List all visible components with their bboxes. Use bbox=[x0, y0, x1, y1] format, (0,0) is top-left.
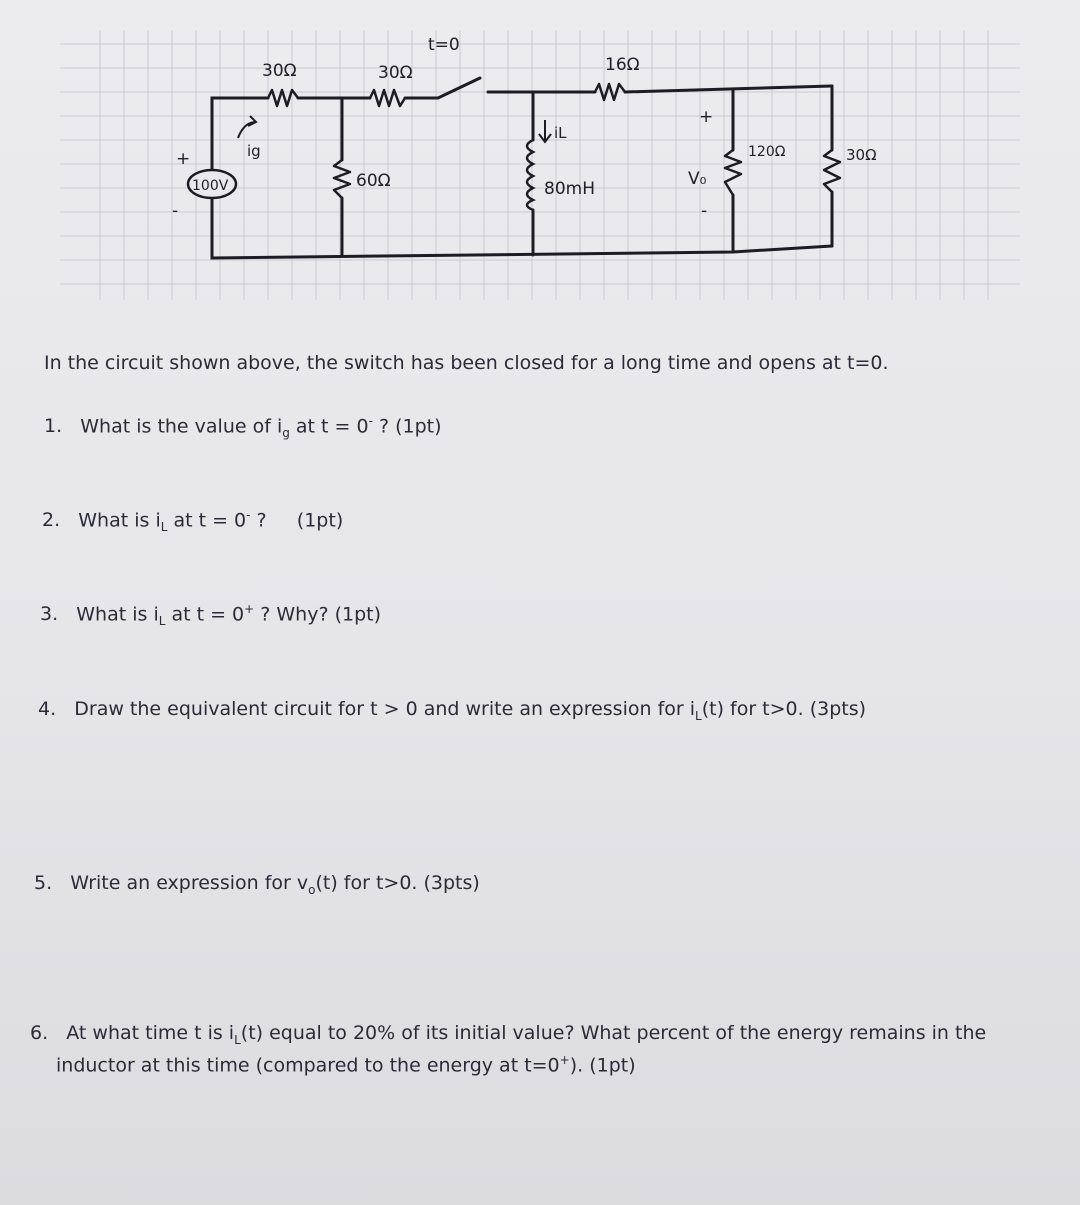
subscript: L bbox=[160, 520, 168, 535]
question-text: inductor at this time (compared to the energy at t=0 bbox=[56, 1054, 560, 1077]
question-text: (t) equal to 20% of its initial value? What percent of the energy remains in the bbox=[240, 1022, 987, 1044]
inductor-coil bbox=[527, 140, 533, 210]
question-text: at t = 0 bbox=[165, 603, 245, 626]
label-switch-time: t=0 bbox=[428, 35, 460, 55]
label-r5: 120Ω bbox=[748, 144, 786, 160]
label-current-ig: ig bbox=[247, 142, 261, 160]
label-source-voltage: 100V bbox=[192, 178, 229, 194]
subscript: L bbox=[158, 614, 166, 629]
superscript: - bbox=[368, 414, 373, 428]
label-r4: 60Ω bbox=[356, 171, 391, 191]
circuit-wires bbox=[212, 78, 832, 258]
superscript: + bbox=[559, 1052, 570, 1067]
question-6 bbox=[30, 1022, 986, 1076]
question-number: 5. bbox=[34, 872, 53, 894]
label-vo: V₀ bbox=[688, 169, 707, 189]
resistor-r1-zigzag bbox=[268, 90, 298, 106]
question-text: at t = 0 bbox=[167, 509, 247, 532]
graph-paper-grid bbox=[60, 30, 1020, 300]
superscript: + bbox=[244, 602, 255, 616]
question-text: What is i bbox=[78, 509, 161, 532]
label-r1: 30Ω bbox=[262, 61, 297, 81]
question-number: 6. bbox=[30, 1022, 49, 1044]
subscript: g bbox=[282, 426, 290, 441]
label-r6: 30Ω bbox=[846, 146, 877, 164]
question-6-line-2 bbox=[30, 1053, 986, 1076]
question-text: (t) for t>0. (3pts) bbox=[701, 698, 867, 720]
label-inductor: 80mH bbox=[544, 179, 595, 199]
question-5 bbox=[34, 872, 480, 897]
question-text: (t) for t>0. (3pts) bbox=[315, 872, 480, 894]
question-text: What is the value of i bbox=[80, 415, 283, 438]
il-arrow-icon bbox=[539, 120, 551, 142]
label-source-plus: + bbox=[176, 149, 191, 169]
label-source-minus: - bbox=[172, 201, 179, 221]
question-text: ). (1pt) bbox=[569, 1054, 636, 1077]
subscript: L bbox=[695, 708, 702, 723]
question-text: Draw the equivalent circuit for t > 0 and write an expression for i bbox=[74, 698, 696, 720]
ig-arrow-icon bbox=[238, 116, 256, 138]
question-text: ? Why? (1pt) bbox=[254, 603, 381, 626]
question-4 bbox=[38, 698, 866, 723]
question-number: 3. bbox=[40, 603, 59, 626]
subscript: o bbox=[308, 882, 316, 897]
label-r2: 30Ω bbox=[378, 63, 413, 83]
problem-intro: In the circuit shown above, the switch has been closed for a long time and opens at t=0. bbox=[44, 352, 889, 374]
label-vo-minus: - bbox=[701, 201, 708, 221]
label-r3: 16Ω bbox=[605, 55, 640, 75]
question-text: at t = 0 bbox=[289, 415, 369, 438]
subscript: L bbox=[234, 1032, 241, 1047]
superscript: - bbox=[246, 508, 251, 522]
label-vo-plus: + bbox=[699, 107, 714, 127]
question-2 bbox=[42, 508, 343, 534]
question-text: What is i bbox=[76, 603, 159, 626]
resistor-r6-zigzag bbox=[824, 150, 840, 192]
question-text: ? (1pt) bbox=[372, 415, 442, 438]
resistor-r4-zigzag bbox=[334, 160, 350, 198]
question-number: 1. bbox=[44, 415, 63, 438]
question-text: At what time t is i bbox=[66, 1022, 235, 1044]
label-current-il: iL bbox=[554, 124, 567, 142]
question-number: 4. bbox=[38, 698, 57, 720]
question-text: Write an expression for v bbox=[70, 872, 309, 894]
question-1 bbox=[44, 414, 442, 440]
question-3 bbox=[40, 602, 381, 628]
question-number: 2. bbox=[42, 509, 61, 532]
question-text: ? (1pt) bbox=[250, 509, 344, 532]
circuit-diagram bbox=[40, 20, 1040, 310]
